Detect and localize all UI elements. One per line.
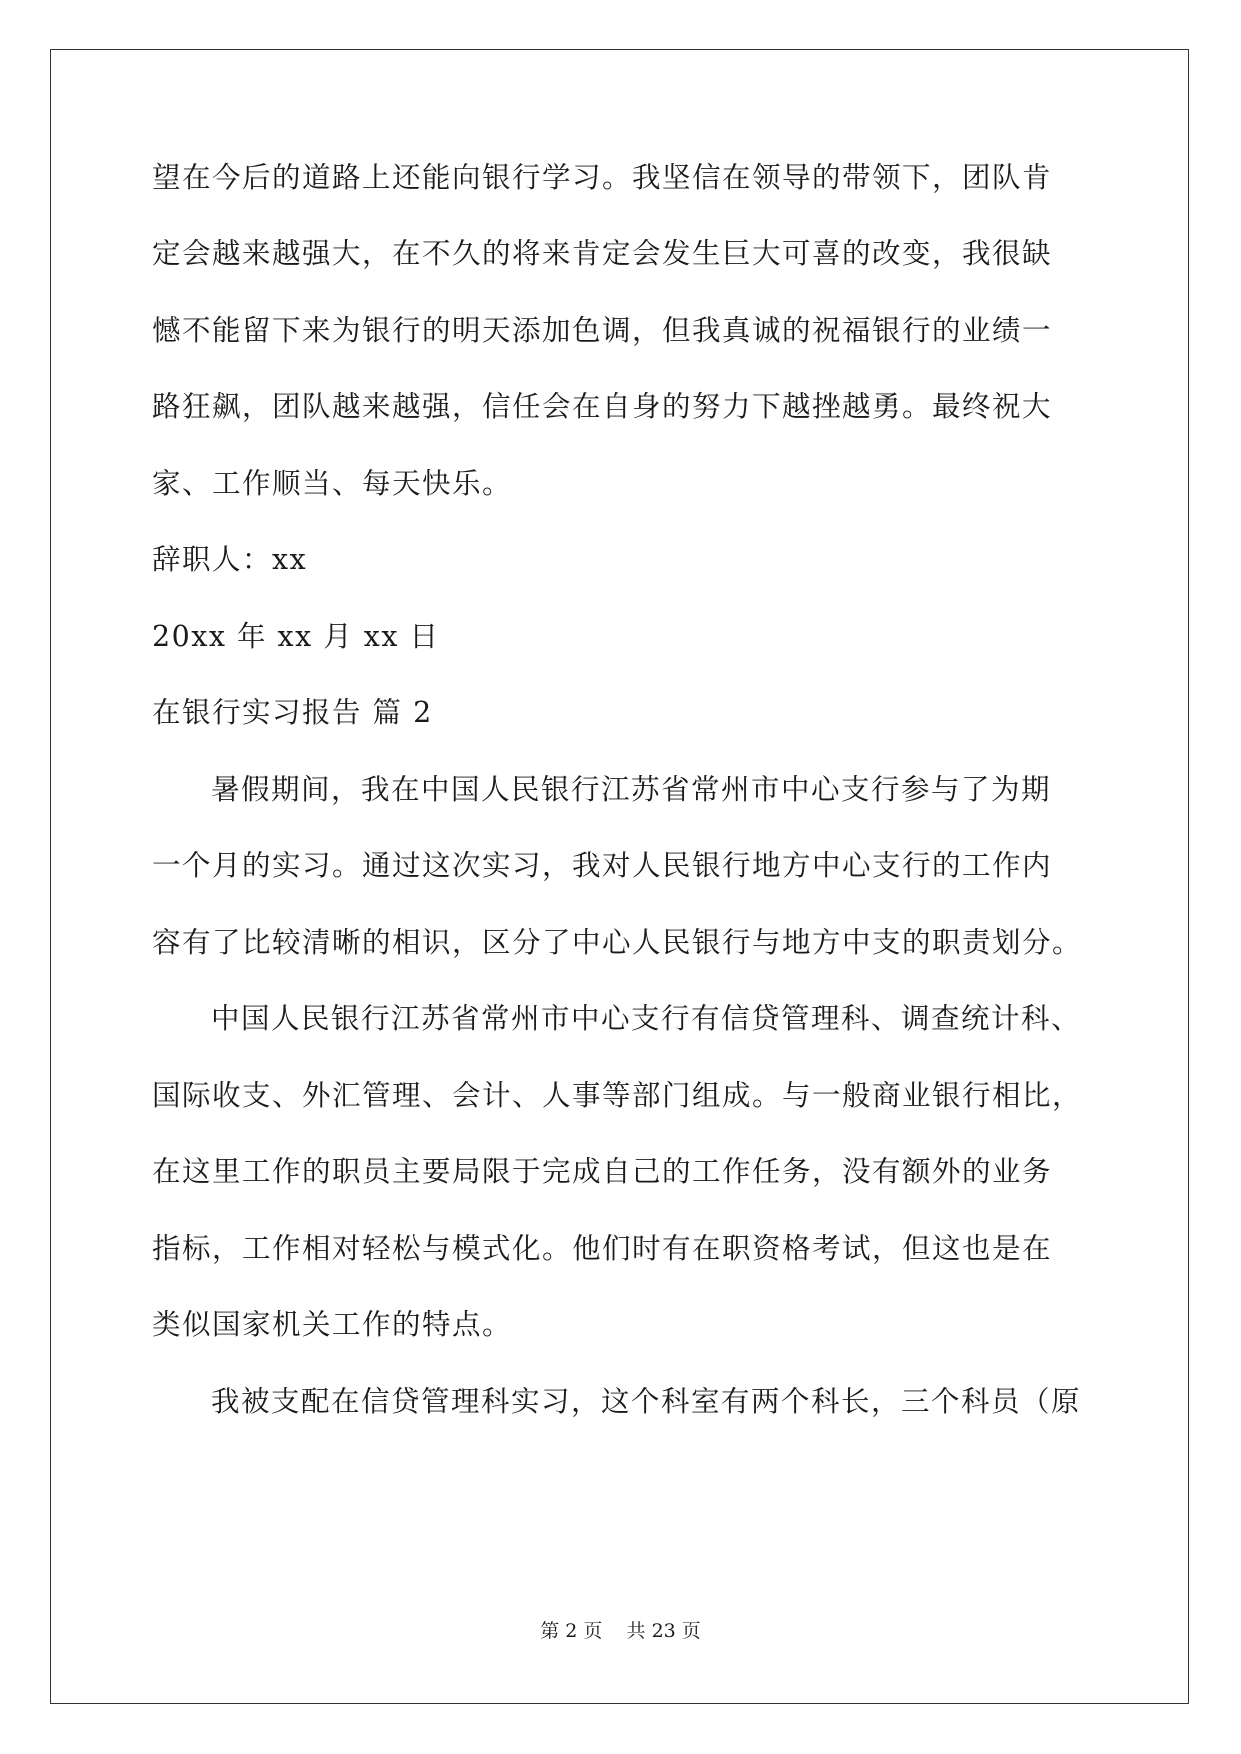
text-line: 望在今后的道路上还能向银行学习。我坚信在领导的带领下，团队肯	[152, 161, 1053, 194]
text-line: 家、工作顺当、每天快乐。	[152, 467, 513, 500]
text-line: 在这里工作的职员主要局限于完成自己的工作任务，没有额外的业务	[152, 1155, 1053, 1188]
text-line: 一个月的实习。通过这次实习，我对人民银行地方中心支行的工作内	[152, 849, 1053, 882]
text-line: 类似国家机关工作的特点。	[152, 1308, 513, 1341]
text-line: 路狂飙，团队越来越强，信任会在自身的努力下越挫越勇。最终祝大	[152, 390, 1053, 423]
date-line: 20xx 年 xx 月 xx 日	[152, 620, 440, 653]
text-line: 国际收支、外汇管理、会计、人事等部门组成。与一般商业银行相比，	[152, 1079, 1083, 1112]
text-line: 中国人民银行江苏省常州市中心支行有信贷管理科、调查统计科、	[211, 1002, 1082, 1035]
text-line: 容有了比较清晰的相识，区分了中心人民银行与地方中支的职责划分。	[152, 926, 1083, 959]
text-line: 暑假期间，我在中国人民银行江苏省常州市中心支行参与了为期	[211, 773, 1052, 806]
text-line: 我被支配在信贷管理科实习，这个科室有两个科长，三个科员（原	[211, 1385, 1082, 1418]
page-footer: 第 2 页 共 23 页	[540, 1620, 701, 1642]
text-line: 指标，工作相对轻松与模式化。他们时有在职资格考试，但这也是在	[152, 1232, 1053, 1265]
section-heading: 在银行实习报告 篇 2	[152, 696, 433, 729]
signature-line: 辞职人：xx	[152, 543, 308, 576]
text-line: 定会越来越强大，在不久的将来肯定会发生巨大可喜的改变，我很缺	[152, 237, 1053, 270]
text-line: 憾不能留下来为银行的明天添加色调，但我真诚的祝福银行的业绩一	[152, 314, 1053, 347]
